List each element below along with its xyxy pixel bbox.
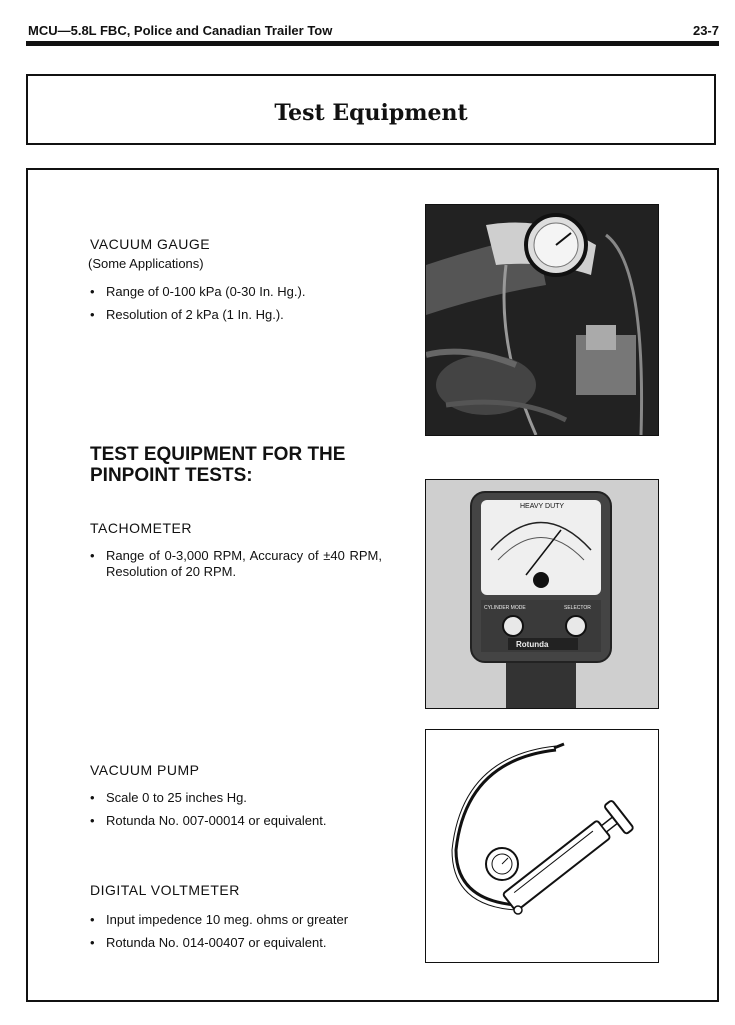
running-header: MCU—5.8L FBC, Police and Canadian Trailer Tow <box>28 23 333 38</box>
title-box <box>26 74 716 145</box>
list-item: • Scale 0 to 25 inches Hg. <box>90 790 390 806</box>
list-item: • Range of 0-100 kPa (0-30 In. Hg.). <box>90 284 390 300</box>
digital-voltmeter-bullets <box>90 912 390 958</box>
list-item: • Rotunda No. 007-00014 or equivalent. <box>90 813 390 829</box>
tachometer-photo <box>425 479 659 709</box>
vacuum-pump-illustration <box>426 730 659 963</box>
vacuum-pump-label: VACUUM PUMP <box>90 762 200 778</box>
vacuum-pump-drawing <box>425 729 659 963</box>
vacuum-gauge-bullets <box>90 284 390 330</box>
page-title: Test Equipment <box>274 100 468 126</box>
list-item: • Resolution of 2 kPa (1 In. Hg.). <box>90 307 390 323</box>
tachometer-bullets <box>90 548 382 587</box>
cylinder-mode-text: CYLINDER MODE <box>484 605 526 611</box>
selector-text: SELECTOR <box>564 605 591 611</box>
tachometer-label: TACHOMETER <box>90 520 192 536</box>
list-item: • Range of 0-3,000 RPM, Accuracy of ±40 RPM, Resolution of 20 RPM. <box>90 548 382 580</box>
vacuum-gauge-sub: (Some Applications) <box>88 256 204 271</box>
vacuum-pump-bullets <box>90 790 390 836</box>
tachometer-illustration <box>426 480 659 709</box>
list-item: • Rotunda No. 014-00407 or equivalent. <box>90 935 390 951</box>
vacuum-gauge-label: VACUUM GAUGE <box>90 236 211 252</box>
header-rule <box>26 41 719 46</box>
page-number: 23-7 <box>692 23 719 38</box>
brand-text: Rotunda <box>516 640 549 649</box>
digital-voltmeter-label: DIGITAL VOLTMETER <box>90 882 240 898</box>
vacuum-gauge-photo <box>425 204 659 436</box>
pinpoint-heading: TEST EQUIPMENT FOR THE PINPOINT TESTS: <box>90 444 346 486</box>
heavy-duty-text: HEAVY DUTY <box>520 503 565 510</box>
list-item: • Input impedence 10 meg. ohms or greater <box>90 912 390 928</box>
engine-illustration <box>426 205 659 436</box>
